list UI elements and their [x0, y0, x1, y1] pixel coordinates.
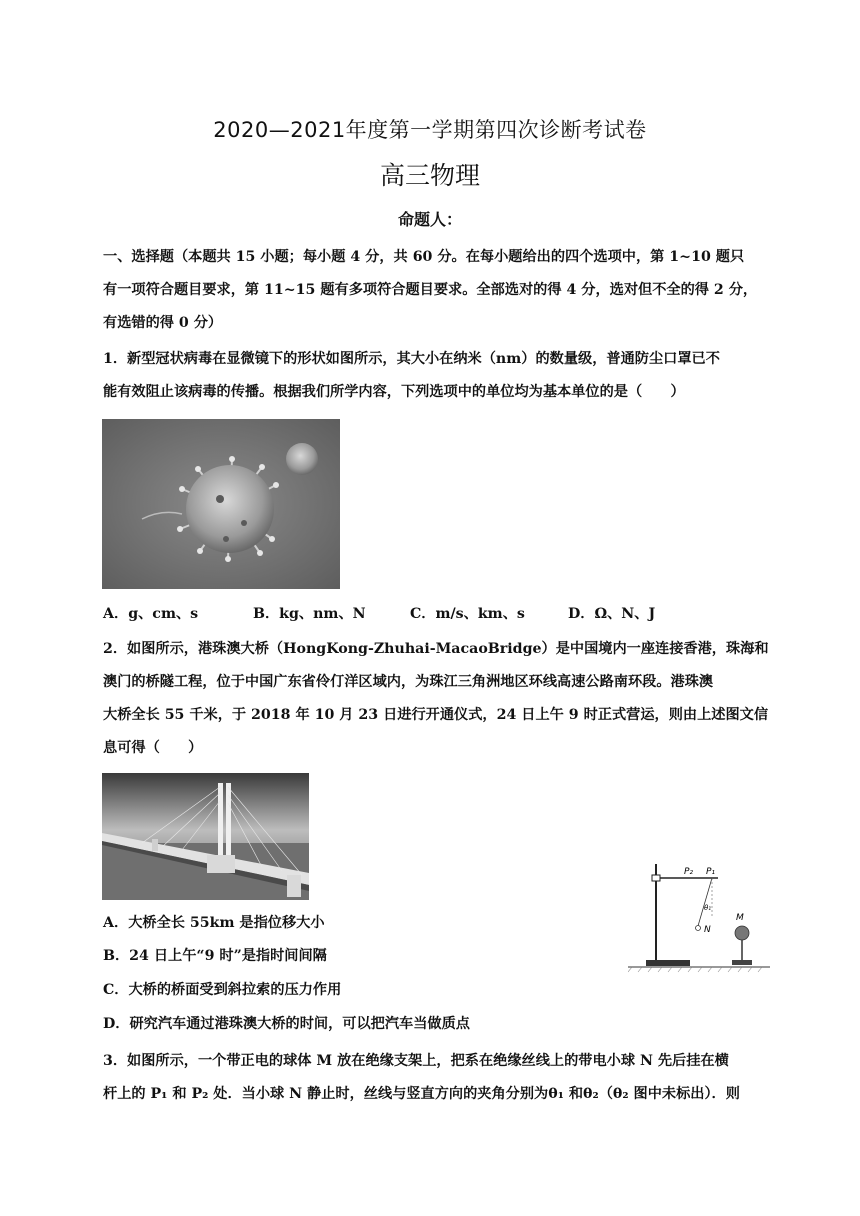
question-1-stem — [103, 343, 759, 409]
label-m: M — [736, 913, 744, 923]
option-c[interactable]: C．m/s、km、s — [410, 606, 525, 622]
question-line: 大桥全长 55 千米，于 2018 年 10 月 23 日进行开通仪式，24 日上午 9 时正式营运，则由上述图文信 — [103, 707, 769, 723]
question-line: 能有效阻止该病毒的传播。根据我们所学内容，下列选项中的单位均为基本单位的是（ ） — [103, 384, 685, 400]
option-d[interactable]: D．Ω、N、J — [568, 606, 656, 622]
q2-option-c[interactable]: C．大桥的桥面受到斜拉索的压力作用 — [103, 982, 342, 998]
label-n: N — [704, 925, 711, 935]
option-b[interactable]: B．kg、nm、N — [253, 606, 366, 622]
label-p1: P₁ — [706, 867, 716, 877]
question-line: 2．如图所示，港珠澳大桥（HongKong-Zhuhai-MacaoBridge）是中国境内一座连接香港，珠海和 — [103, 641, 769, 657]
virus-micrograph-image — [102, 419, 340, 589]
question-line: 3．如图所示，一个带正电的球体 M 放在绝缘支架上，把系在绝缘丝线上的带电小球 N 先后挂在横 — [103, 1053, 729, 1069]
question-line: 澳门的桥隧工程，位于中国广东省伶仃洋区域内，为珠江三角洲地区环线高速公路南环段。港珠澳 — [103, 674, 714, 690]
subject-title: 高三物理 — [379, 161, 480, 190]
section-instructions — [103, 241, 759, 340]
option-a[interactable]: A．g、cm、s — [103, 606, 199, 622]
author-label: 命题人： — [397, 210, 462, 229]
instruction-line: 有选错的得 0 分） — [103, 315, 223, 331]
question-1-options — [103, 600, 759, 628]
question-2-stem — [103, 633, 769, 765]
instruction-line: 一、选择题（本题共 15 小题；每小题 4 分，共 60 分。在每小题给出的四个选项中，第 1~10 题只 — [103, 249, 745, 265]
q2-option-d[interactable]: D．研究汽车通过港珠澳大桥的时间，可以把汽车当做质点 — [103, 1016, 470, 1032]
q2-option-a[interactable]: A．大桥全长 55km 是指位移大小 — [103, 915, 325, 931]
question-line: 1．新型冠状病毒在显微镜下的形状如图所示，其大小在纳米（nm）的数量级，普通防尘口罩已不 — [103, 351, 720, 367]
bridge-photo-image — [102, 773, 309, 900]
q2-option-b[interactable]: B．24 日上午“9 时”是指时间间隔 — [103, 948, 327, 964]
question-3-stem — [103, 1045, 759, 1111]
question-line: 杆上的 P₁ 和 P₂ 处．当小球 N 静止时，丝线与竖直方向的夹角分别为θ₁ 和θ₂（θ₂ 图中未标出）．则 — [103, 1086, 740, 1102]
label-p2: P₂ — [684, 867, 694, 877]
label-theta: θ₁ — [704, 904, 712, 912]
exam-title: 2020—2021年度第一学期第四次诊断考试卷 — [213, 118, 647, 142]
charged-ball-diagram — [628, 856, 770, 976]
question-line: 息可得（ ） — [103, 740, 203, 756]
instruction-line: 有一项符合题目要求，第 11~15 题有多项符合题目要求。全部选对的得 4 分，选对但不全的得 2 分， — [103, 282, 758, 298]
